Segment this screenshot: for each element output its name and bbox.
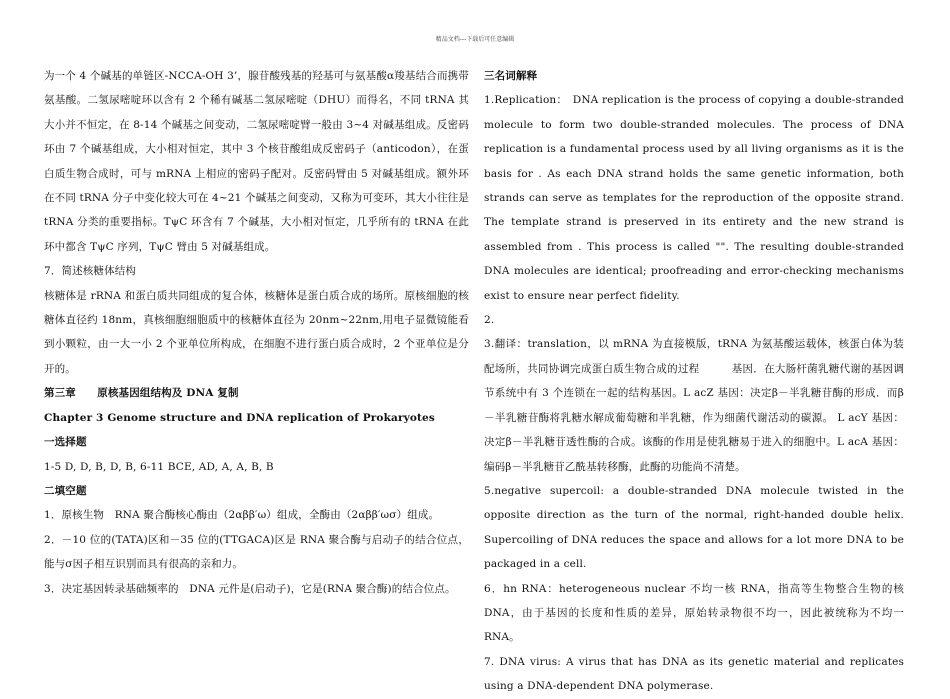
paragraph: 6．hn RNA：heterogeneous nuclear 不均一核 RNA，指高等生物整合生物的核 DNA，由于基因的长度和性质的差异，原始转录物很不均一，因此被统称为不均一 RNA。 bbox=[484, 582, 904, 644]
paragraph: 5.negative supercoil: a double-stranded DNA molecule twisted in the opposite direction as the turn of the normal, right-handed double helix. Supercoiling of DNA reduces the space and allows for a lot more DNA to be packaged in a cell. bbox=[484, 484, 904, 571]
section-heading: 三名词解释 bbox=[484, 70, 538, 82]
paragraph: 核糖体是 rRNA 和蛋白质共同组成的复合体，核糖体是蛋白质合成的场所。原核细胞的核糖体直径约 18nm，真核细胞细胞质中的核糖体直径为 20nm~22nm,用电子显微镜能看到小颗粒，由一大一小 2 个亚单位所构成，在细胞不进行蛋白质合成时，2 个亚单位是分开的。 bbox=[44, 289, 469, 375]
left-column bbox=[44, 64, 469, 601]
paragraph: 1.Replication： DNA replication is the process of copying a double-stranded molecule to form two double-stranded molecules. The process of DNA replication is a fundamental process used by all living organisms as it is the basis for . As each DNA strand holds the same genetic information, both strands can serve as templates for the reproduction of the opposite strand. The template strand is preserved in its entirety and the new strand is assembled from . This process is called "". The resulting double-stranded DNA molecules are identical; proofreading and error-checking mechanisms exist to ensure near perfect fidelity. bbox=[484, 94, 915, 302]
paragraph: 1．原核生物 RNA 聚合酶核心酶由（2αββ′ω）组成，全酶由（2αββ′ωσ）组成。 bbox=[44, 509, 440, 522]
right-column bbox=[484, 64, 915, 699]
section-heading: 一选择题 bbox=[44, 436, 87, 449]
paragraph: 3．决定基因转录基础频率的 DNA 元件是(启动子)，它是(RNA 聚合酶)的结合位点。 bbox=[44, 582, 456, 595]
paragraph: 3.翻译：translation，以 mRNA 为直接模版，tRNA 为氨基酸运载体，核蛋白体为装配场所，共同协调完成蛋白质生物合成的过程 基因．在大肠杆菌乳糖代谢的基因调节系统中有 3 个连锁在一起的结构基因。L acZ 基因：决定β－半乳糖苷酶的形成．而β－半乳糖苷酶将乳糖水解成葡萄糖和半乳糖，作为细菌代谢活动的碳源。 L acY 基因：决定β－半乳糖苷透性酶的合成。该酶的作用是使乳糖易于进入的细胞中。L acA 基因：编码β－半乳糖苷乙酰基转移酶，此酶的功能尚不清楚。 bbox=[484, 338, 904, 473]
section-heading: 二填空题 bbox=[44, 484, 87, 497]
paragraph: 1-5 D, D, B, D, B, 6-11 BCE, AD, A, A, B, B bbox=[44, 460, 274, 473]
paragraph: 7. DNA virus: A virus that has DNA as its genetic material and replicates using a DNA-dependent DNA polymerase. bbox=[484, 655, 904, 693]
chapter-title-cn: 第三章 原核基因组结构及 DNA 复制 bbox=[44, 387, 239, 400]
chapter-title-en: Chapter 3 Genome structure and DNA replication of Prokaryotes bbox=[44, 411, 435, 424]
paragraph: 为一个 4 个碱基的单链区-NCCA-OH 3’，腺苷酸残基的羟基可与氨基酸α羧基结合而携带氨基酸。二氢尿嘧啶环以含有 2 个稀有碱基二氢尿嘧啶（DHU）而得名，不同 tRNA 其大小并不恒定，在 8-14 个碱基之间变动，二氢尿嘧啶臂一般由 3~4 对碱基组成。反密码环由 7 个碱基组成，大小相对恒定，其中 3 个核苷酸组成反密码子（anticodon），在蛋白质生物合成时，可与 mRNA 上相应的密码子配对。反密码臂由 5 对碱基组成。额外环在不同 tRNA 分子中变化较大可在 4~21 个碱基之间变动，又称为可变环，其大小往往是 tRNA 分类的重要指标。TψC 环含有 7 个碱基，大小相对恒定，几乎所有的 tRNA 在此环中都含 TψC 序列，TψC 臂由 5 对碱基组成。 bbox=[44, 70, 469, 253]
paragraph: 2. bbox=[484, 314, 495, 327]
paragraph: 7．简述核糖体结构 bbox=[44, 265, 137, 278]
page-header: 精品文档---下载后可任意编辑 bbox=[435, 36, 515, 43]
paragraph: 2．－10 位的(TATA)区和－35 位的(TTGACA)区是 RNA 聚合酶与启动子的结合位点，能与σ因子相互识别而具有很高的亲和力。 bbox=[44, 533, 469, 571]
